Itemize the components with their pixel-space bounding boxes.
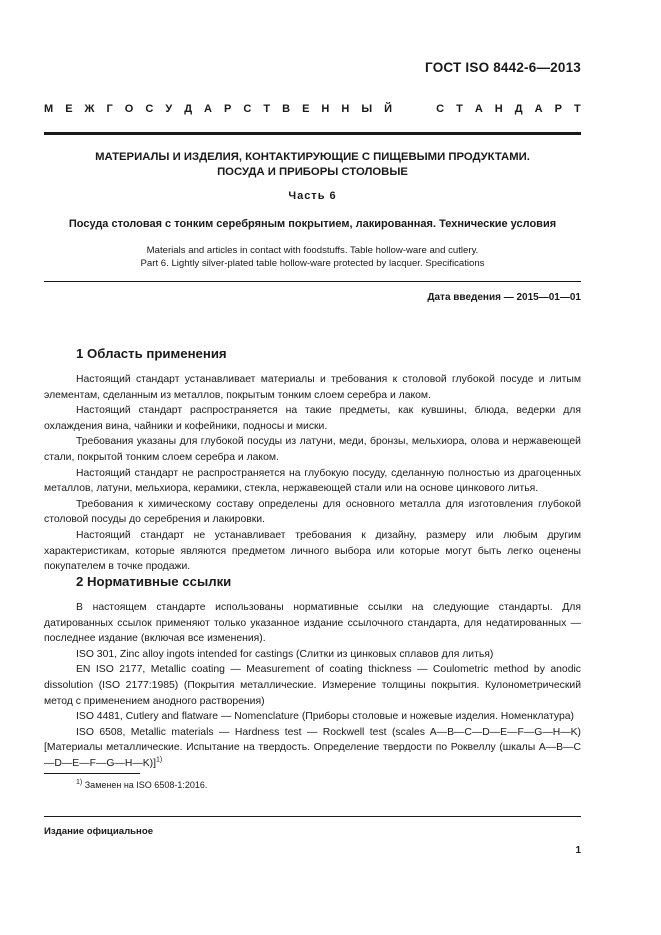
banner-letter: Т xyxy=(263,103,271,115)
interstate-standard-banner xyxy=(44,103,581,115)
section-1-body xyxy=(44,372,581,575)
banner-letter: Н xyxy=(321,103,330,115)
banner-letter: Ы xyxy=(361,103,373,115)
banner-letter: У xyxy=(165,103,173,115)
title-line-2: ПОСУДА И ПРИБОРЫ СТОЛОВЫЕ xyxy=(217,166,408,178)
section-2-heading: 2 Нормативные ссылки xyxy=(76,574,232,589)
part-subtitle: Посуда столовая с тонким серебряным покрытием, лакированная. Технические условия xyxy=(68,218,557,230)
banner-letter: Ж xyxy=(84,103,95,115)
banner-letter: Е xyxy=(302,103,310,115)
banner-letter: Т xyxy=(573,103,581,115)
reference-item: ISO 4481, Cutlery and flatware — Nomenclature (Приборы столовые и ножевые изделия. Номенклатура) xyxy=(76,711,574,723)
footnote-marker: 1) xyxy=(76,779,83,786)
banner-letter: Т xyxy=(456,103,463,115)
banner-letter: О xyxy=(124,103,134,115)
reference-item: ISO 301, Zinc alloy ingots intended for castings (Слитки из цинковых сплавов для литья) xyxy=(76,648,494,660)
banner-letter: С xyxy=(145,103,154,115)
banner-letter: А xyxy=(204,103,212,115)
standard-number: ГОСТ ISO 8442-6—2013 xyxy=(425,60,581,75)
footnote-marker: 1) xyxy=(156,756,163,764)
reference-item xyxy=(44,725,581,772)
paragraph: Настоящий стандарт распространяется на такие предметы, как кувшины, блюда, ведерки для охлаждения вина, чайники и кофейники, подносы и миски. xyxy=(44,405,581,432)
title-rule xyxy=(44,281,581,282)
banner-letter: В xyxy=(282,103,291,115)
banner-letter: М xyxy=(44,103,54,115)
part-number: Часть 6 xyxy=(288,190,337,202)
paragraph: Требования к химическому составу определены для основного металла для изготовления глубокой столовой посуды до серебрения и лакировки. xyxy=(44,498,581,526)
introduction-date: Дата введения — 2015—01—01 xyxy=(427,292,581,303)
banner-letter: Н xyxy=(341,103,350,115)
footnote-text: Заменен на ISO 6508-1:2016. xyxy=(84,780,208,790)
banner-letter: Й xyxy=(384,103,393,115)
banner-letter: Е xyxy=(65,103,73,115)
edition-label: Издание официальное xyxy=(44,826,154,837)
banner-letter: Н xyxy=(494,103,503,115)
banner-letter: Р xyxy=(554,103,562,115)
paragraph: Настоящий стандарт не распространяется на глубокую посуду, сделанную полностью из драгоценных металлов, латуни, мельхиора, керамики, стекла, нержавеющей стали или на основе цинкового литья. xyxy=(44,467,581,495)
banner-letter: С xyxy=(436,103,445,115)
banner-letter: С xyxy=(243,103,252,115)
header-rule xyxy=(44,132,581,135)
footnote xyxy=(76,780,207,790)
banner-word-gap xyxy=(404,103,424,115)
english-title-line-2: Part 6. Lightly silver-plated table hollow-ware protected by lacquer. Specifications xyxy=(140,258,485,269)
english-title xyxy=(44,244,581,270)
section-2-body xyxy=(44,600,581,772)
reference-text: ISO 6508, Metallic materials — Hardness test — Rockwell test (scales A—B—C—D—E—F—G—H—K) [Материалы металлические. Испытание на твердость. Определение твердости по Роквеллу (шкалы A—B—C—D—E—F—G—H—K)] xyxy=(44,726,581,769)
paragraph: Настоящий стандарт не устанавливает требования к дизайну, размеру или любым другим характеристикам, которые являются предметом личного выбора или которые могут быть легко оценены покупателем в точке продажи. xyxy=(44,529,581,573)
reference-item: EN ISO 2177, Metallic coating — Measurement of coating thickness — Coulometric method by anodic dissolution (ISO 2177:1985) (Покрытия металлические. Измерение толщины покрытия. Кулонометрический метод с применением анодного растворения) xyxy=(44,664,581,707)
page-number: 1 xyxy=(575,845,581,856)
paragraph: Требования указаны для глубокой посуды из латуни, меди, бронзы, мельхиора, олова и нержавеющей стали, покрытой тонким слоем серебра и лаком. xyxy=(44,436,581,463)
banner-letter: Р xyxy=(224,103,232,115)
section-1-heading: 1 Область применения xyxy=(76,346,227,361)
document-title xyxy=(44,150,581,180)
banner-letter: Д xyxy=(184,103,193,115)
footnote-rule xyxy=(44,773,140,774)
title-line-1: МАТЕРИАЛЫ И ИЗДЕЛИЯ, КОНТАКТИРУЮЩИЕ С ПИЩЕВЫМИ ПРОДУКТАМИ. xyxy=(95,151,530,163)
paragraph: Настоящий стандарт устанавливает материалы и требования к столовой глубокой посуде и литым элементам, сделанным из металлов, покрытым тонким слоем серебра и лаком. xyxy=(44,374,581,401)
banner-letter: А xyxy=(534,103,543,115)
banner-letter: А xyxy=(474,103,483,115)
banner-letter: Г xyxy=(106,103,113,115)
english-title-line-1: Materials and articles in contact with foodstuffs. Table hollow-ware and cutlery. xyxy=(146,245,479,256)
footer-rule xyxy=(44,816,581,817)
paragraph: В настоящем стандарте использованы нормативные ссылки на следующие стандарты. Для датированных ссылок применяют только указанное издание ссылочного стандарта, для недатированных — последнее издание (включая все изменения). xyxy=(44,602,581,645)
banner-letter: Д xyxy=(514,103,523,115)
